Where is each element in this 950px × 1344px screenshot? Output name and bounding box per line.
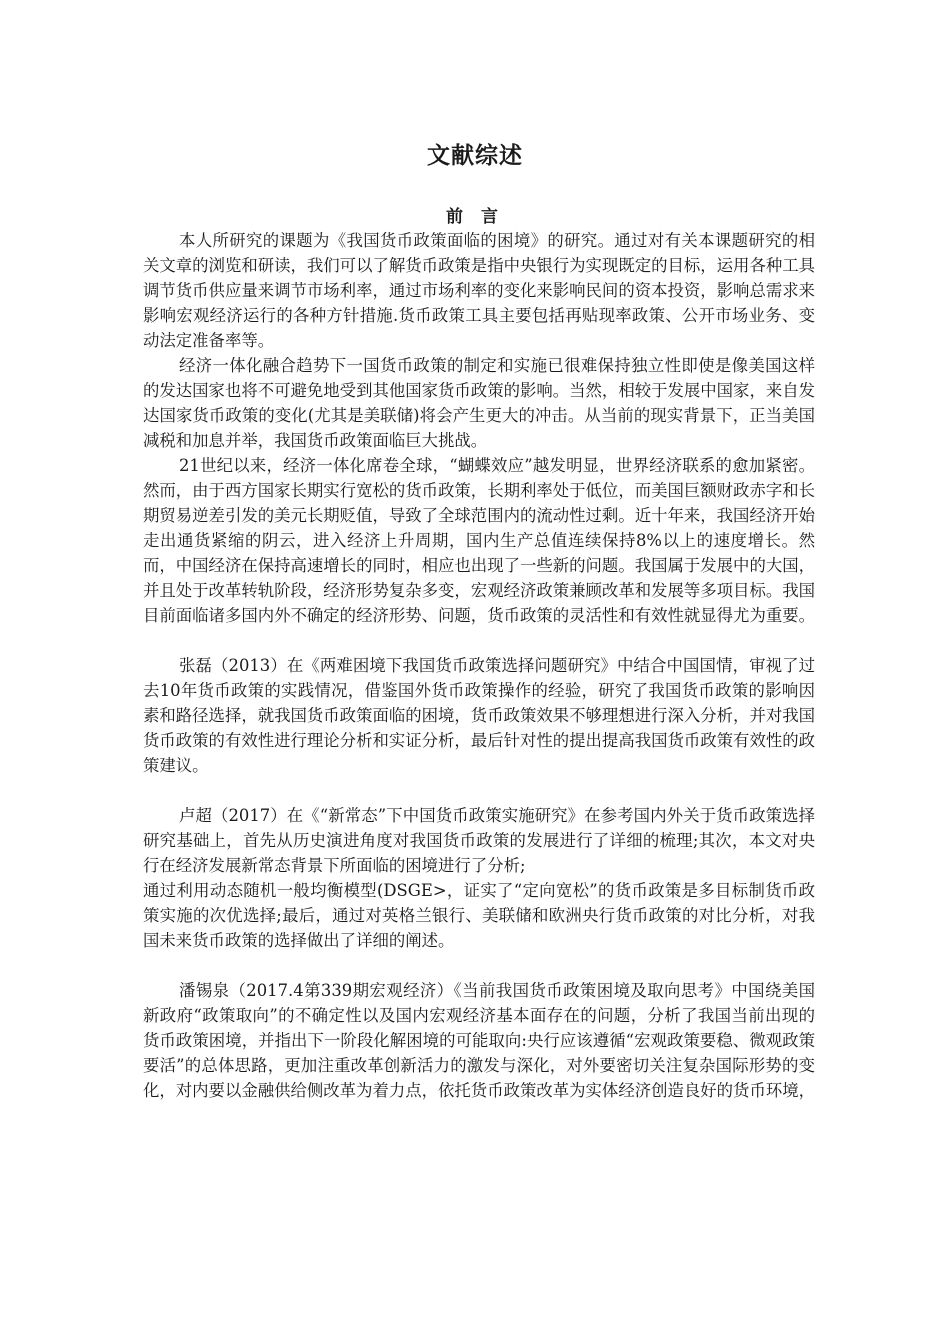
paragraph: 经济一体化融合趋势下一国货币政策的制定和实施已很难保持独立性即使是像美国这样的发达国家也将不可避免地受到其他国家货币政策的影响。当然，相较于发展中国家，来自发达国家货币政策的变化(尤其是美联储)将会产生更大的冲击。从当前的现实背景下，正当美国减税和加息并举，我国货币政策面临巨大挑战。	[143, 356, 816, 450]
body-text	[143, 228, 815, 1103]
paragraph-spacer	[143, 953, 815, 978]
paragraph: 本人所研究的课题为《我国货币政策面临的困境》的研究。通过对有关本课题研究的相关文章的浏览和研读，我们可以了解货币政策是指中央银行为实现既定的目标，运用各种工具调节货币供应量来调节市场利率，通过市场利率的变化来影响民间的资本投资，影响总需求来影响宏观经济运行的各种方针措施.货币政策工具主要包括再贴现率政策、公开市场业务、变动法定准备率等。	[143, 231, 816, 350]
paragraph-spacer	[143, 628, 815, 653]
paragraph-spacer	[143, 778, 815, 803]
section-heading-preface: 前 言	[446, 207, 504, 227]
paragraph: 通过利用动态随机一般均衡模型(DSGE>，证实了“定向宽松”的货币政策是多目标制货币政策实施的次优选择;最后，通过对英格兰银行、美联储和欧洲央行货币政策的对比分析，对我国未来货币政策的选择做出了详细的阐述。	[143, 881, 815, 950]
paragraph: 潘锡泉（2017.4第339期宏观经济）《当前我国货币政策困境及取向思考》中国绕美国新政府“政策取向”的不确定性以及国内宏观经济基本面存在的问题，分析了我国当前出现的货币政策困境，并指出下一阶段化解困境的可能取向:央行应该遵循“宏观政策要稳、微观政策要活”的总体思路，更加注重改革创新活力的激发与深化，对外要密切关注复杂国际形势的变化，对内要以金融供给侧改革为着力点，依托货币政策改革为实体经济创造良好的货币环境，	[143, 981, 816, 1100]
paragraph: 张磊（2013）在《两难困境下我国货币政策选择问题研究》中结合中国国情，审视了过去10年货币政策的实践情况，借鉴国外货币政策操作的经验，研究了我国货币政策的影响因素和路径选择，就我国货币政策面临的困境，货币政策效果不够理想进行深入分析，并对我国货币政策的有效性进行理论分析和实证分析，最后针对性的提出提高我国货币政策有效性的政策建议。	[143, 656, 816, 775]
document-title: 文献综述	[427, 143, 523, 169]
paragraph: 卢超（2017）在《“新常态”下中国货币政策实施研究》在参考国内外关于货币政策选择研究基础上，首先从历史演进角度对我国货币政策的发展进行了详细的梳理;其次，本文对央行在经济发展新常态背景下所面临的困境进行了分析;	[143, 806, 815, 875]
paragraph: 21世纪以来，经济一体化席卷全球，“蝴蝶效应”越发明显，世界经济联系的愈加紧密。然而，由于西方国家长期实行宽松的货币政策，长期利率处于低位，而美国巨额财政赤字和长期贸易逆差引发的美元长期贬值，导致了全球范围内的流动性过剩。近十年来，我国经济开始走出通货紧缩的阴云，进入经济上升周期，国内生产总值连续保持8%以上的速度增长。然而，中国经济在保持高速增长的同时，相应也出现了一些新的问题。我国属于发展中的大国，并且处于改革转轨阶段，经济形势复杂多变，宏观经济政策兼顾改革和发展等多项目标。我国目前面临诸多国内外不确定的经济形势、问题，货币政策的灵活性和有效性就显得尤为重要。	[143, 456, 816, 625]
